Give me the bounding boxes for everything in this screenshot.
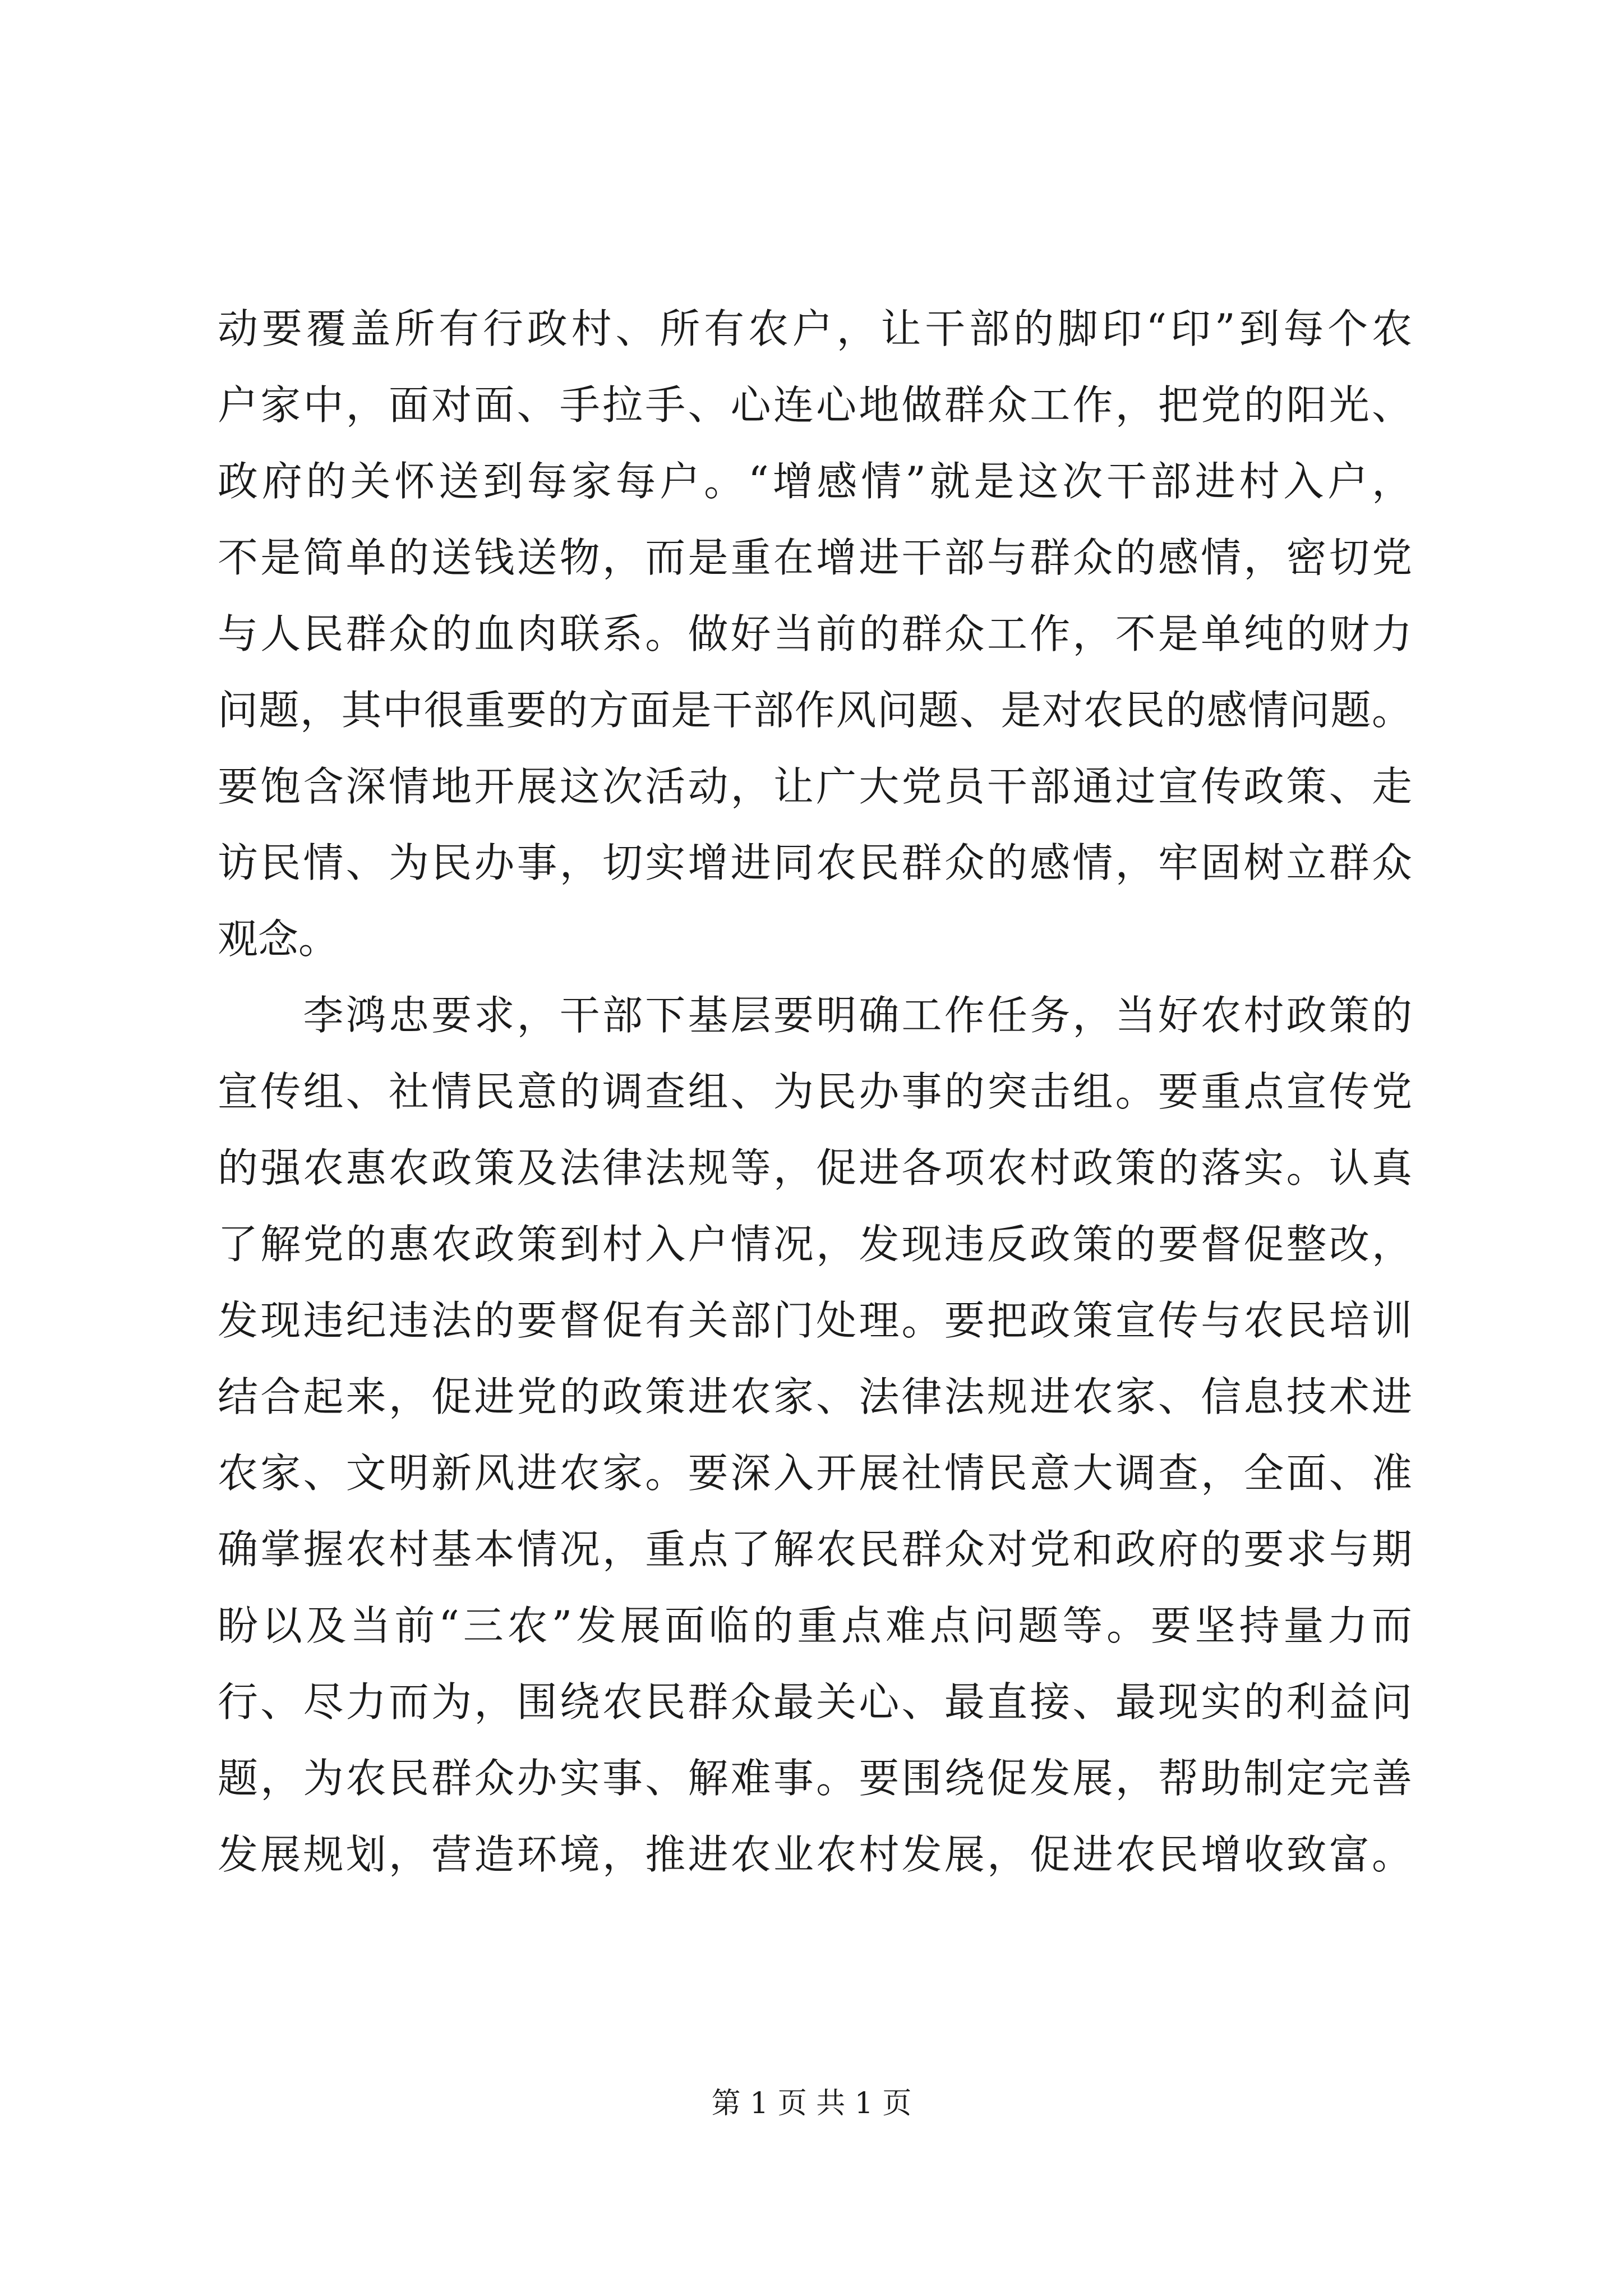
text-line: 确掌握农村基本情况，重点了解农民群众对党和政府的要求与期 [218, 1526, 1412, 1573]
page-number-label: 第 1 页 共 1 页 [711, 2087, 912, 2120]
text-line: 发展规划，营造环境，推进农业农村发展，促进农民增收致富。 [218, 1831, 1412, 1878]
text-line: 问题，其中很重要的方面是干部作风问题、是对农民的感情问题。 [218, 687, 1412, 734]
text-line: 题，为农民群众办实事、解难事。要围绕促发展，帮助制定完善 [218, 1755, 1412, 1802]
body-text [218, 291, 1412, 1893]
text-line: 了解党的惠农政策到村入户情况，发现违反政策的要督促整改， [218, 1221, 1412, 1268]
text-line: 李鸿忠要求，干部下基层要明确工作任务，当好农村政策的 [218, 992, 1412, 1039]
text-line: 访民情、为民办事，切实增进同农民群众的感情，牢固树立群众 [218, 839, 1412, 886]
text-line: 户家中，面对面、手拉手、心连心地做群众工作，把党的阳光、 [218, 381, 1412, 429]
text-line: 要饱含深情地开展这次活动，让广大党员干部通过宣传政策、走 [218, 763, 1412, 810]
text-line: 行、尽力而为，围绕农民群众最关心、最直接、最现实的利益问 [218, 1678, 1412, 1726]
text-line: 的强农惠农政策及法律法规等，促进各项农村政策的落实。认真 [218, 1144, 1412, 1191]
text-line: 与人民群众的血肉联系。做好当前的群众工作，不是单纯的财力 [218, 610, 1412, 657]
text-line: 动要覆盖所有行政村、所有农户，让干部的脚印“印”到每个农 [218, 305, 1412, 352]
text-line: 发现违纪违法的要督促有关部门处理。要把政策宣传与农民培训 [218, 1297, 1412, 1344]
text-line: 政府的关怀送到每家每户。“增感情”就是这次干部进村入户， [218, 458, 1412, 505]
text-line: 结合起来，促进党的政策进农家、法律法规进农家、信息技术进 [218, 1373, 1412, 1420]
page-footer [0, 2081, 1623, 2126]
text-line: 观念。 [218, 915, 339, 963]
text-line: 不是简单的送钱送物，而是重在增进干部与群众的感情，密切党 [218, 534, 1412, 581]
text-line: 盼以及当前“三农”发展面临的重点难点问题等。要坚持量力而 [218, 1602, 1412, 1649]
text-line: 农家、文明新风进农家。要深入开展社情民意大调查，全面、准 [218, 1450, 1412, 1497]
text-line: 宣传组、社情民意的调查组、为民办事的突击组。要重点宣传党 [218, 1068, 1412, 1115]
